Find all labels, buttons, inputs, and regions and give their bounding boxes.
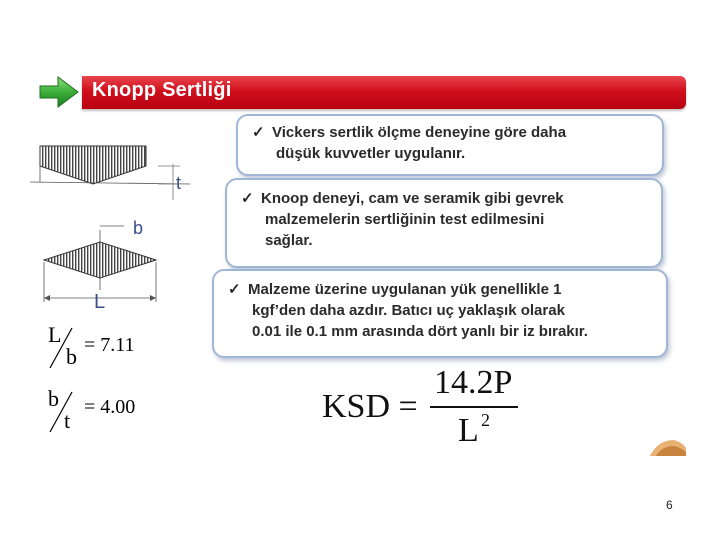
bullet-text-3: ✓ Malzeme üzerine uygulanan yük genellikle 1 kgf’den daha azdır. Batıcı uç yaklaşık olarak 0.01 ile 0.1 mm arasında dört yanlı bir iz bırakır. <box>228 281 588 340</box>
ratio-1-value: = 7.11 <box>84 334 135 356</box>
decorative-ornament-icon <box>648 436 686 456</box>
slide-title: Knopp Sertliği <box>92 79 232 101</box>
knoop-indenter-diagram <box>30 140 200 310</box>
bullet-box-1 <box>236 114 664 176</box>
check-icon: ✓ <box>252 124 265 141</box>
bullet-text-1: ✓ Vickers sertlik ölçme deneyine göre daha düşük kuvvetler uygulanır. <box>252 124 567 162</box>
check-icon: ✓ <box>241 190 254 207</box>
label-b: b <box>133 218 144 238</box>
label-L: L <box>94 291 106 310</box>
ksd-formula <box>318 362 538 462</box>
formula-numerator: 14.2P <box>434 364 513 401</box>
formula-left: KSD = <box>322 388 418 425</box>
bullet-box-3 <box>212 269 668 358</box>
bullet-text-2: ✓ Knoop deneyi, cam ve seramik gibi gevrek malzemelerin sertliğinin test edilmesini sağlar. <box>241 190 564 249</box>
formula-exponent: 2 <box>481 410 490 430</box>
ratio-b-over-t <box>44 386 174 436</box>
check-icon: ✓ <box>228 281 241 298</box>
ratio-2-denominator: t <box>64 408 71 433</box>
ratio-2-value: = 4.00 <box>84 396 136 418</box>
label-t: t <box>176 173 182 193</box>
title-bar <box>82 76 686 109</box>
formula-fraction-bar <box>430 406 518 408</box>
bullet-box-2 <box>225 178 663 268</box>
ratio-L-over-b <box>44 322 174 372</box>
green-arrow-icon <box>38 74 80 110</box>
ratio-1-denominator: b <box>66 344 77 369</box>
page-number: 6 <box>666 498 673 512</box>
formula-denominator: L <box>458 412 479 449</box>
ratio-1-numerator: L <box>48 322 62 347</box>
ratio-2-numerator: b <box>48 386 59 411</box>
